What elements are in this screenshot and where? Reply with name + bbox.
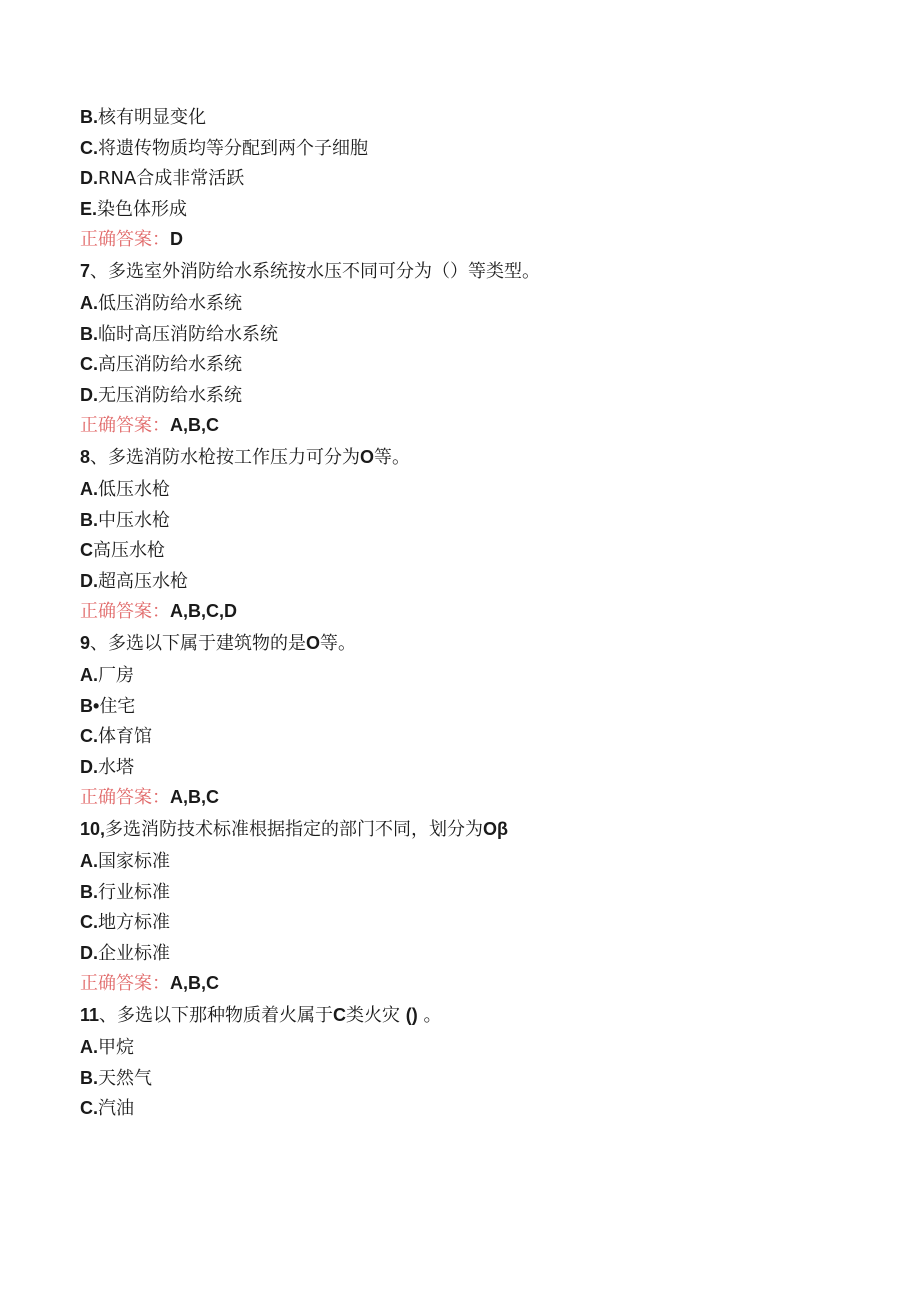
q9-option-b <box>80 695 860 726</box>
q11-option-b <box>80 1067 860 1098</box>
answer-label: 正确答案： <box>80 787 170 808</box>
option-text: 水塔 <box>98 756 134 778</box>
option-text: 甲烷 <box>98 1037 134 1058</box>
q11-option-a <box>80 1036 860 1067</box>
option-text: 高压消防给水系统 <box>98 354 242 375</box>
option-key: B. <box>80 107 98 127</box>
option-key: C. <box>80 1098 98 1118</box>
option-text: 无压消防给水系统 <box>98 384 242 406</box>
question-number: 8 <box>80 447 91 467</box>
option-text: 低压消防给水系统 <box>98 293 242 314</box>
option-text: 国家标准 <box>98 851 170 872</box>
question-text-end: 等。 <box>374 447 411 468</box>
option-key: B. <box>80 1067 98 1088</box>
option-text: 染色体形成 <box>97 198 188 220</box>
q11-option-c <box>80 1097 860 1128</box>
q8-option-c <box>80 539 860 570</box>
q10-option-d <box>80 942 860 973</box>
option-key: D. <box>80 756 98 777</box>
q8-answer <box>80 600 860 632</box>
option-key: B. <box>80 881 98 902</box>
blank-mark: O <box>306 633 321 653</box>
option-key: C <box>80 540 93 560</box>
option-text: 高压水枪 <box>93 540 165 561</box>
question-text: 、多选消防水枪按工作压力可分为 <box>90 447 361 468</box>
answer-label: 正确答案： <box>80 601 170 622</box>
q6-option-d <box>80 167 860 198</box>
option-key: C. <box>80 354 98 374</box>
question-number: 10, <box>80 819 106 839</box>
option-text: 低压水枪 <box>98 479 170 500</box>
question-text-end: 。 <box>423 1005 442 1026</box>
question-text: 、多选以下那种物质着火属于 <box>99 1005 334 1026</box>
q8-option-d <box>80 570 860 601</box>
question-text: 、多选室外消防给水系统按水压不同可分为（）等类型。 <box>90 261 541 282</box>
option-text: 中压水枪 <box>98 509 170 531</box>
q9-option-c <box>80 725 860 756</box>
q7-option-b <box>80 323 860 354</box>
blank-mark: Oβ <box>483 819 509 839</box>
option-text: 行业标准 <box>98 881 170 903</box>
option-key: E. <box>80 198 98 219</box>
q9-option-a <box>80 664 860 695</box>
option-text: 体育馆 <box>98 726 152 747</box>
q6-option-c <box>80 137 860 168</box>
blank-paren: () <box>405 1005 418 1025</box>
option-text: 汽油 <box>98 1098 134 1119</box>
option-key: D. <box>80 942 98 963</box>
question-number: 9 <box>80 633 91 653</box>
answer-value: A,B,C,D <box>170 601 237 621</box>
q8-option-b <box>80 509 860 540</box>
option-text: 住宅 <box>99 695 136 717</box>
q7-option-d <box>80 384 860 415</box>
q9-option-d <box>80 756 860 787</box>
option-text: 核有明显变化 <box>98 107 206 128</box>
option-key: A. <box>80 851 98 871</box>
answer-label: 正确答案： <box>80 973 170 994</box>
option-text: 临时高压消防给水系统 <box>98 323 278 345</box>
q6-option-e <box>80 198 860 229</box>
option-key: C. <box>80 912 98 932</box>
question-number: 11 <box>80 1005 100 1025</box>
option-key: B. <box>80 323 98 344</box>
question-text-end: 等。 <box>320 633 357 654</box>
option-key: B. <box>80 509 98 530</box>
q10-answer <box>80 972 860 1004</box>
option-text: 天然气 <box>98 1067 152 1089</box>
option-key: A. <box>80 1037 98 1057</box>
q7-question <box>80 260 860 292</box>
answer-value: A,B,C <box>170 973 219 993</box>
option-key: A. <box>80 665 98 685</box>
q10-question <box>80 818 860 850</box>
option-text: 厂房 <box>98 665 134 686</box>
q7-option-c <box>80 353 860 384</box>
answer-value: A,B,C <box>170 787 219 807</box>
answer-value: D <box>170 229 183 249</box>
fire-class-mark: C <box>333 1005 347 1025</box>
option-text: 企业标准 <box>98 942 170 964</box>
option-key: D. <box>80 168 98 188</box>
q6-answer <box>80 228 860 260</box>
q10-option-a <box>80 850 860 881</box>
answer-label: 正确答案： <box>80 415 170 436</box>
option-key: D. <box>80 384 98 405</box>
option-key: A. <box>80 293 98 313</box>
option-key: B• <box>80 695 100 716</box>
q8-question <box>80 446 860 478</box>
option-text: 将遗传物质均等分配到两个子细胞 <box>98 137 368 159</box>
option-text: 超高压水枪 <box>98 570 188 592</box>
option-key: A. <box>80 479 98 499</box>
answer-label: 正确答案： <box>80 229 170 250</box>
question-number: 7 <box>80 261 91 281</box>
q10-option-b <box>80 881 860 912</box>
exam-page <box>80 106 860 1128</box>
q7-answer <box>80 414 860 446</box>
q6-option-b <box>80 106 860 137</box>
blank-mark: O <box>360 447 375 467</box>
option-key: C. <box>80 137 98 158</box>
q9-question <box>80 632 860 664</box>
option-text: 地方标准 <box>98 912 170 933</box>
option-text: RNA合成非常活跃 <box>98 168 245 189</box>
option-key: C. <box>80 726 98 746</box>
q10-option-c <box>80 911 860 942</box>
q8-option-a <box>80 478 860 509</box>
q11-question <box>80 1004 860 1036</box>
question-text: 、多选以下属于建筑物的是 <box>90 633 307 654</box>
answer-value: A,B,C <box>170 415 219 435</box>
q9-answer <box>80 786 860 818</box>
option-key: D. <box>80 570 98 591</box>
question-text: 多选消防技术标准根据指定的部门不同，划分为 <box>105 819 484 840</box>
question-text-mid: 类火灾 <box>346 1005 401 1026</box>
q7-option-a <box>80 292 860 323</box>
